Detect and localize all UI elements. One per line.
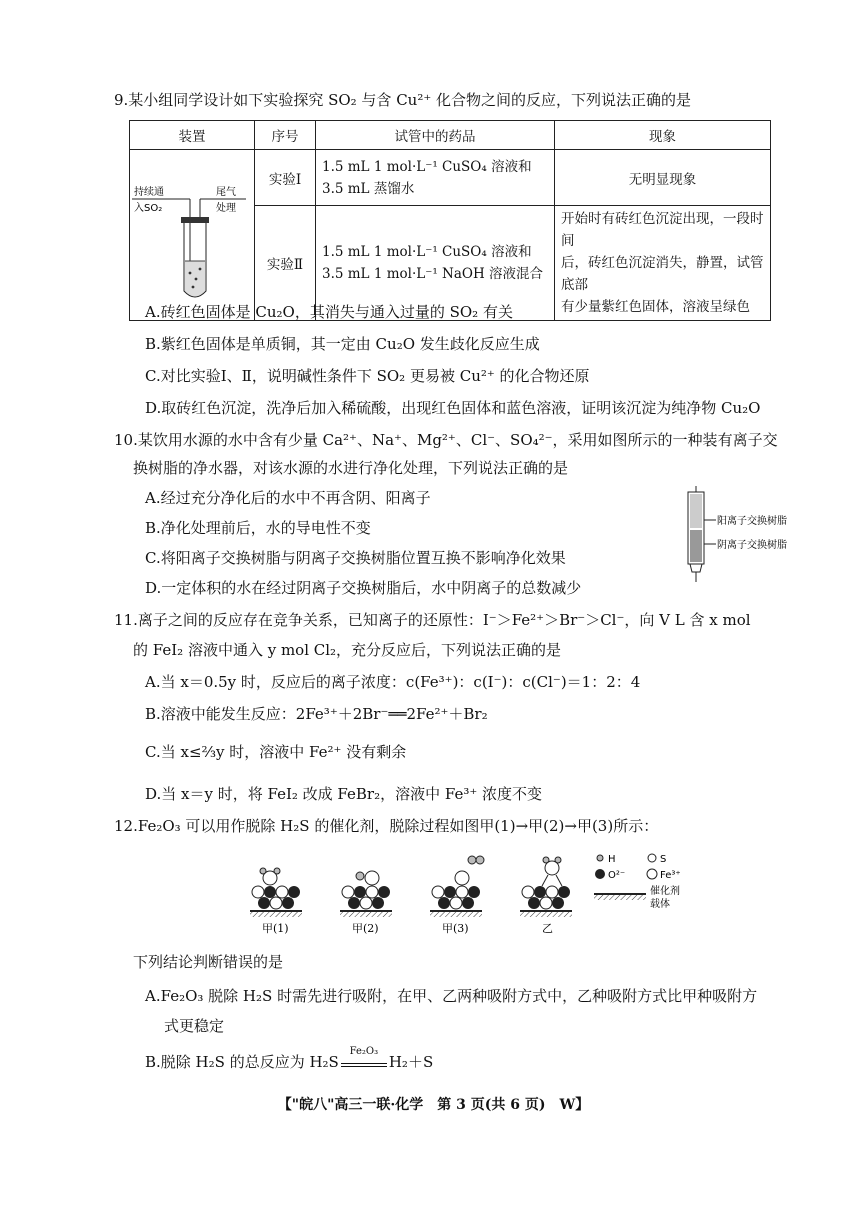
- reagent-cell: [316, 150, 555, 206]
- apparatus-cell: [130, 150, 255, 321]
- table-header: 装置: [130, 121, 255, 150]
- option-text: H₂＋S: [388, 1053, 434, 1071]
- q9-stem: 9.某小组同学设计如下实验探究 SO₂ 与含 Cu²⁺ 化合物之间的反应，下列说法正确的是: [114, 91, 692, 109]
- q10-option-b[interactable]: B.净化处理前后，水的导电性不变: [145, 519, 371, 537]
- adsorption-panel-3: [430, 856, 484, 917]
- q10-stem: 10.某饮用水源的水中含有少量 Ca²⁺、Na⁺、Mg²⁺、Cl⁻、SO₄²⁻，采用如图所示的一种装有离子交: [114, 431, 778, 449]
- phenomenon-line: 后，砖红色沉淀消失，静置，试管底部: [561, 255, 764, 293]
- q9-option-b[interactable]: B.紫红色固体是单质铜，其一定由 Cu₂O 发生歧化反应生成: [145, 335, 540, 353]
- q11-option-c[interactable]: C.当 x≤⅔y 时，溶液中 Fe²⁺ 没有剩余: [145, 743, 407, 761]
- q11-option-d[interactable]: D.当 x＝y 时，将 FeI₂ 改成 FeBr₂，溶液中 Fe³⁺ 浓度不变: [145, 785, 543, 803]
- figure-label: 阴离子交换树脂: [717, 540, 787, 551]
- q9-option-d[interactable]: D.取砖红色沉淀，洗净后加入稀硫酸，出现红色固体和蓝色溶液，证明该沉淀为纯净物 Cu₂O: [145, 399, 761, 417]
- page-footer: 【"皖八"高三一联·化学 第 3 页(共 6 页) W】: [277, 1097, 590, 1113]
- catalyst-label: Fe₂O₃: [349, 1046, 379, 1057]
- reagent-line: 3.5 mL 蒸馏水: [322, 180, 415, 197]
- catalyst-adsorption-figure: [250, 846, 710, 938]
- ion-exchange-column-figure: [680, 486, 810, 586]
- q10-stem: 换树脂的净水器，对该水源的水进行净化处理，下列说法正确的是: [133, 459, 569, 477]
- figure-label: 阳离子交换树脂: [717, 516, 787, 527]
- legend-label: S: [660, 854, 667, 865]
- gas-apparatus-figure: [130, 161, 254, 305]
- table-header: 试管中的药品: [316, 121, 555, 150]
- adsorption-panel-2: [340, 871, 392, 917]
- table-header: 序号: [255, 121, 316, 150]
- figure-caption: 乙: [542, 922, 553, 935]
- q11-option-b[interactable]: B.溶液中能发生反应：2Fe³⁺＋2Br⁻══2Fe²⁺＋Br₂: [145, 705, 488, 723]
- q12-option-b[interactable]: [145, 1046, 434, 1072]
- adsorption-panel-1: [250, 868, 302, 917]
- q11-stem: 的 FeI₂ 溶液中通入 y mol Cl₂，充分反应后，下列说法正确的是: [133, 641, 562, 659]
- table-header: 现象: [555, 121, 771, 150]
- q11-stem: 11.离子之间的反应存在竞争关系，已知离子的还原性：I⁻＞Fe²⁺＞Br⁻＞Cl⁻，向 V L 含 x mol: [114, 611, 751, 629]
- phenomenon-cell: 无明显现象: [555, 150, 771, 206]
- phenomenon-line: 有少量紫红色固体，溶液呈绿色: [561, 299, 750, 315]
- phenomenon-line: 开始时有砖红色沉淀出现，一段时间: [561, 211, 764, 249]
- q11-option-a[interactable]: A.当 x＝0.5y 时，反应后的离子浓度：c(Fe³⁺)：c(I⁻)：c(Cl⁻)＝1：2：4: [145, 673, 641, 691]
- figure-caption: 甲(1): [262, 922, 289, 935]
- reagent-line: 1.5 mL 1 mol·L⁻¹ CuSO₄ 溶液和: [322, 158, 532, 175]
- q10-option-a[interactable]: A.经过充分净化后的水中不再含阴、阳离子: [145, 489, 431, 507]
- adsorption-panel-4: [520, 857, 572, 917]
- q12-sub-stem: 下列结论判断错误的是: [133, 953, 284, 971]
- q12-option-a-cont: 式更稳定: [164, 1017, 225, 1035]
- q10-option-c[interactable]: C.将阳离子交换树脂与阴离子交换树脂位置互换不影响净化效果: [145, 549, 566, 567]
- legend-label: H: [608, 854, 616, 865]
- legend-label: Fe³⁺: [660, 870, 681, 881]
- row-id: 实验Ⅱ: [255, 206, 316, 321]
- phenomenon-cell: [555, 206, 771, 321]
- q10-option-d[interactable]: D.一定体积的水在经过阴离子交换树脂后，水中阴离子的总数减少: [145, 579, 582, 597]
- legend-label: 催化剂: [650, 886, 680, 897]
- q9-table: [129, 120, 771, 321]
- figure-caption: 甲(3): [442, 922, 469, 935]
- figure-legend: [594, 854, 681, 910]
- reagent-line: 1.5 mL 1 mol·L⁻¹ CuSO₄ 溶液和: [322, 244, 532, 260]
- apparatus-label: 持续通: [134, 187, 164, 198]
- q12-stem: 12.Fe₂O₃ 可以用作脱除 H₂S 的催化剂，脱除过程如图甲(1)→甲(2)→甲(3)所示：: [114, 817, 659, 835]
- option-text: B.脱除 H₂S 的总反应为 H₂S: [145, 1053, 339, 1071]
- legend-label: 载体: [650, 899, 670, 910]
- legend-label: O²⁻: [608, 870, 626, 881]
- q12-option-a[interactable]: A.Fe₂O₃ 脱除 H₂S 时需先进行吸附，在甲、乙两种吸附方式中，乙种吸附方式比甲种吸附方: [145, 987, 758, 1005]
- row-id: 实验Ⅰ: [255, 150, 316, 206]
- q9-option-a[interactable]: A.砖红色固体是 Cu₂O，其消失与通入过量的 SO₂ 有关: [145, 303, 513, 321]
- apparatus-label: 处理: [216, 203, 236, 214]
- q9-option-c[interactable]: C.对比实验Ⅰ、Ⅱ，说明碱性条件下 SO₂ 更易被 Cu²⁺ 的化合物还原: [145, 367, 590, 385]
- figure-caption: 甲(2): [352, 922, 379, 935]
- apparatus-label: 尾气: [216, 187, 236, 198]
- apparatus-label: 入SO₂: [134, 203, 163, 214]
- reagent-line: 3.5 mL 1 mol·L⁻¹ NaOH 溶液混合: [322, 266, 544, 282]
- catalyst-arrow: [341, 1046, 387, 1067]
